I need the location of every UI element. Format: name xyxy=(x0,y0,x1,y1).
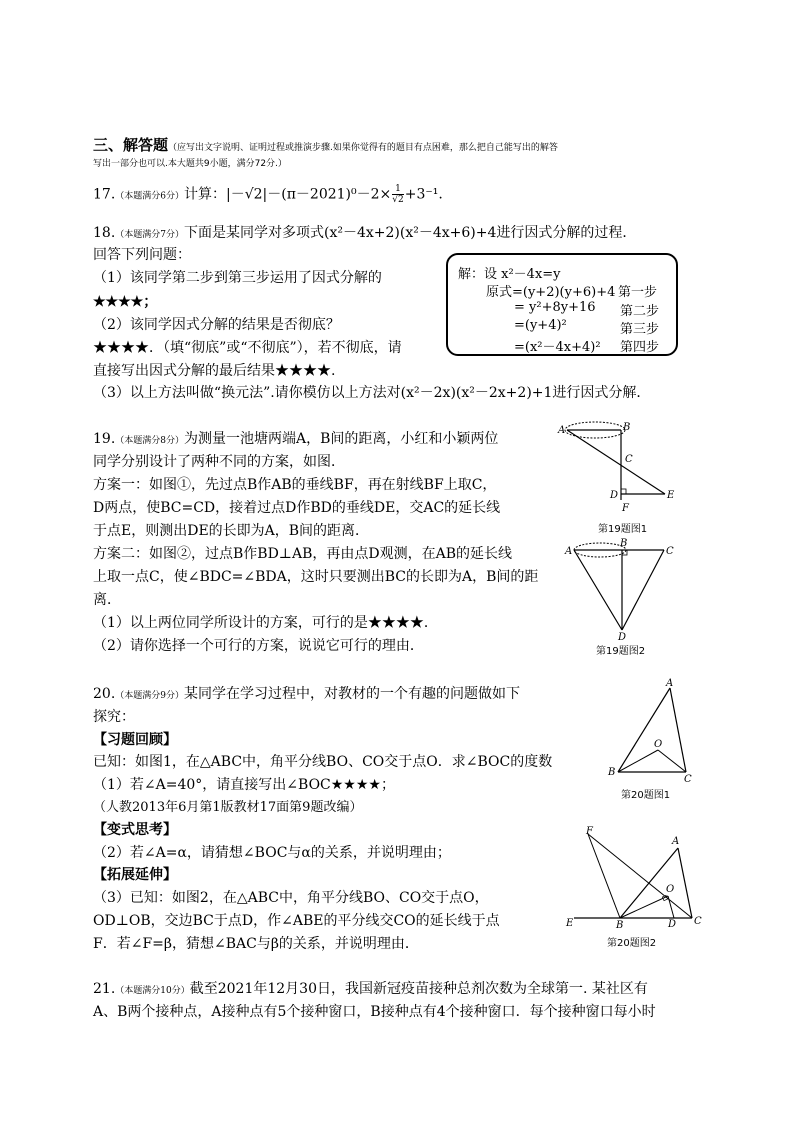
fig1-label-c: C xyxy=(625,454,633,465)
q17-frac-den: √2 xyxy=(392,195,404,205)
q19-figure-2 xyxy=(560,536,690,640)
q17-score: （本题满分6分） xyxy=(115,191,184,202)
q20-heading-extend: 【拓展延伸】 xyxy=(93,867,177,883)
q20-line9: F．若∠F=β，猜想∠BAC与β的关系，并说明理由． xyxy=(93,936,419,952)
q20-fig1-label-c: C xyxy=(684,774,692,784)
solution-row-5-step: 第四步 xyxy=(620,340,660,355)
fig1-label-b: B xyxy=(623,422,631,433)
section-note-line1: （应写出文字说明、证明过程或推演步骤.如果你觉得有的题目有点困难，那么把自己能写出的解答 xyxy=(168,143,558,153)
q21-text-1: 截至2021年12月30日，我国新冠疫苗接种总剂次数为全球第一. 某社区有 xyxy=(189,981,648,997)
q20-fig2-label-d: D xyxy=(668,919,677,930)
q19-line1 xyxy=(93,430,498,450)
q20-line6: （2）若∠A=α，请猜想∠BOC与α的关系，并说明理由； xyxy=(93,845,451,861)
q17-number: 17. xyxy=(93,186,116,203)
q18-line7: 直接写出因式分解的最后结果★★★★. xyxy=(93,363,336,379)
q19-line9: （1）以上两位同学所设计的方案，可行的是★★★★． xyxy=(93,615,438,631)
q20-number: 20. xyxy=(93,686,116,702)
q20-text-1: 某同学在学习过程中，对教材的一个有趣的问题做如下 xyxy=(184,686,520,702)
q18-line4: ★★★★； xyxy=(93,294,158,310)
q19-line3: 方案一：如图①，先过点B作AB的垂线BF，再在射线BF上取C， xyxy=(93,477,497,493)
q20-heading-variant: 【变式思考】 xyxy=(93,822,177,838)
fig2-label-a: A xyxy=(565,546,573,557)
q19-fig2-caption: 第19题图2 xyxy=(596,646,646,657)
q18-number: 18. xyxy=(93,225,116,241)
q21-line2: A、B两个接种点，A接种点有5个接种窗口，B接种点有4个接种窗口．每个接种窗口每小时 xyxy=(93,1004,656,1020)
solution-row-4-step: 第三步 xyxy=(620,322,660,337)
q20-heading-review: 【习题回顾】 xyxy=(93,732,177,748)
q20-line7: （3）已知：如图2，在△ABC中，角平分线BO、CO交于点O， xyxy=(93,890,489,906)
q20-line2: 探究： xyxy=(93,709,135,725)
q21-score: （本题满分10分） xyxy=(115,986,190,996)
q20-line1 xyxy=(93,685,520,705)
q18-solution-box xyxy=(446,253,678,356)
q19-number: 19. xyxy=(93,431,116,447)
q20-fig2-label-b: B xyxy=(616,920,624,931)
q20-fig1-label-b: B xyxy=(608,767,616,778)
q17-frac-num: 1 xyxy=(392,184,403,195)
fig1-label-e: E xyxy=(667,490,675,501)
q18-line1 xyxy=(93,224,636,244)
q20-score: （本题满分9分） xyxy=(115,691,184,701)
q20-line4: （1）若∠A=40°，请直接写出∠BOC★★★★； xyxy=(93,777,395,793)
solution-row-2-step: 第一步 xyxy=(618,285,658,300)
q19-figure-1 xyxy=(555,418,685,518)
q20-fig2-label-e: E xyxy=(566,918,574,929)
fig1-label-d: D xyxy=(610,490,619,501)
q19-line4: D两点，使BC=CD，接着过点D作BD的垂线DE，交AC的延长线 xyxy=(93,500,501,516)
q18-line8: （3）以上方法叫做“换元法”.请你模仿以上方法对(x²－2x)(x²－2x+2)+1进行因式分解． xyxy=(93,385,651,401)
q20-fig1-label-a: A xyxy=(666,678,674,689)
q17-tail: +3⁻¹. xyxy=(404,186,443,203)
q20-fig2-label-o: O xyxy=(666,884,675,895)
q20-fig2-label-f: F xyxy=(586,826,593,837)
q19-line8: 离． xyxy=(93,592,121,608)
q20-figure-2 xyxy=(560,826,704,932)
section-note-line2: 写出一部分也可以.本大题共9小题，满分72分.） xyxy=(93,159,287,169)
fig1-label-a: A xyxy=(558,425,566,436)
q20-line3: 已知：如图1，在△ABC中，角平分线BO、CO交于点O．求∠BOC的度数 xyxy=(93,754,553,770)
q20-fig1-caption: 第20题图1 xyxy=(621,790,671,801)
q18-line3: （1）该同学第二步到第三步运用了因式分解的 xyxy=(93,270,382,286)
q19-line2: 同学分别设计了两种不同的方案，如图． xyxy=(93,454,345,470)
solution-row-4-expr: =(y+4)² xyxy=(514,318,567,333)
q20-line8: OD⊥OB，交边BC于点D，作∠ABE的平分线交CO的延长线于点 xyxy=(93,913,500,929)
solution-row-2-expr: 原式=(y+2)(y+6)+4 xyxy=(486,285,616,300)
fig2-label-c: C xyxy=(666,546,674,557)
q18-line6: ★★★★．（填“彻底”或“不彻底”），若不彻底，请 xyxy=(93,340,402,356)
solution-row-5-expr: =(x²－4x+4)² xyxy=(514,340,601,355)
solution-row-3-expr: = y²+8y+16 xyxy=(514,300,596,315)
q21-line1 xyxy=(93,980,648,1000)
q18-line5: （2）该同学因式分解的结果是否彻底？ xyxy=(93,317,340,333)
q19-line6: 方案二：如图②，过点B作BD⊥AB，再由点D观测，在AB的延长线 xyxy=(93,546,512,562)
q18-score: （本题满分7分） xyxy=(115,230,184,240)
q20-figure-1 xyxy=(602,678,702,784)
q19-score: （本题满分8分） xyxy=(115,436,184,446)
q19-line10: （2）请你选择一个可行的方案，说说它可行的理由． xyxy=(93,638,424,654)
q18-line2: 回答下列问题： xyxy=(93,247,191,263)
q19-fig1-caption: 第19题图1 xyxy=(598,524,648,535)
q20-line5: （人教2013年6月第1版教材17面第9题改编） xyxy=(93,800,363,815)
fig1-label-f: F xyxy=(622,503,629,514)
q20-fig1-label-o: O xyxy=(654,739,663,750)
q20-fig2-caption: 第20题图2 xyxy=(607,938,657,949)
q20-fig2-label-a: A xyxy=(672,836,680,847)
question-17 xyxy=(93,184,443,206)
q17-fraction xyxy=(392,184,403,205)
q21-number: 21. xyxy=(93,981,116,997)
section-title: 三、解答题 xyxy=(93,136,169,154)
q20-fig2-label-c: C xyxy=(694,916,702,927)
q19-text-1: 为测量一池塘两端A，B间的距离，小红和小颖两位 xyxy=(184,431,499,447)
q19-line7: 上取一点C，使∠BDC=∠BDA，这时只要测出BC的长即为A，B间的距 xyxy=(93,569,539,585)
q17-text: 计算：|－√2|－(π－2021)⁰－2× xyxy=(184,186,392,203)
q19-line5: 于点E，则测出DE的长即为A，B间的距离． xyxy=(93,523,370,539)
solution-row-3-step: 第二步 xyxy=(620,304,660,319)
fig2-label-b: B xyxy=(620,538,628,549)
fig2-label-d: D xyxy=(618,632,627,640)
solution-row-1: 解：设 x²－4x=y xyxy=(458,267,561,282)
section-header xyxy=(93,136,558,157)
q18-text-1: 下面是某同学对多项式(x²－4x+2)(x²－4x+6)+4进行因式分解的过程． xyxy=(184,225,637,241)
